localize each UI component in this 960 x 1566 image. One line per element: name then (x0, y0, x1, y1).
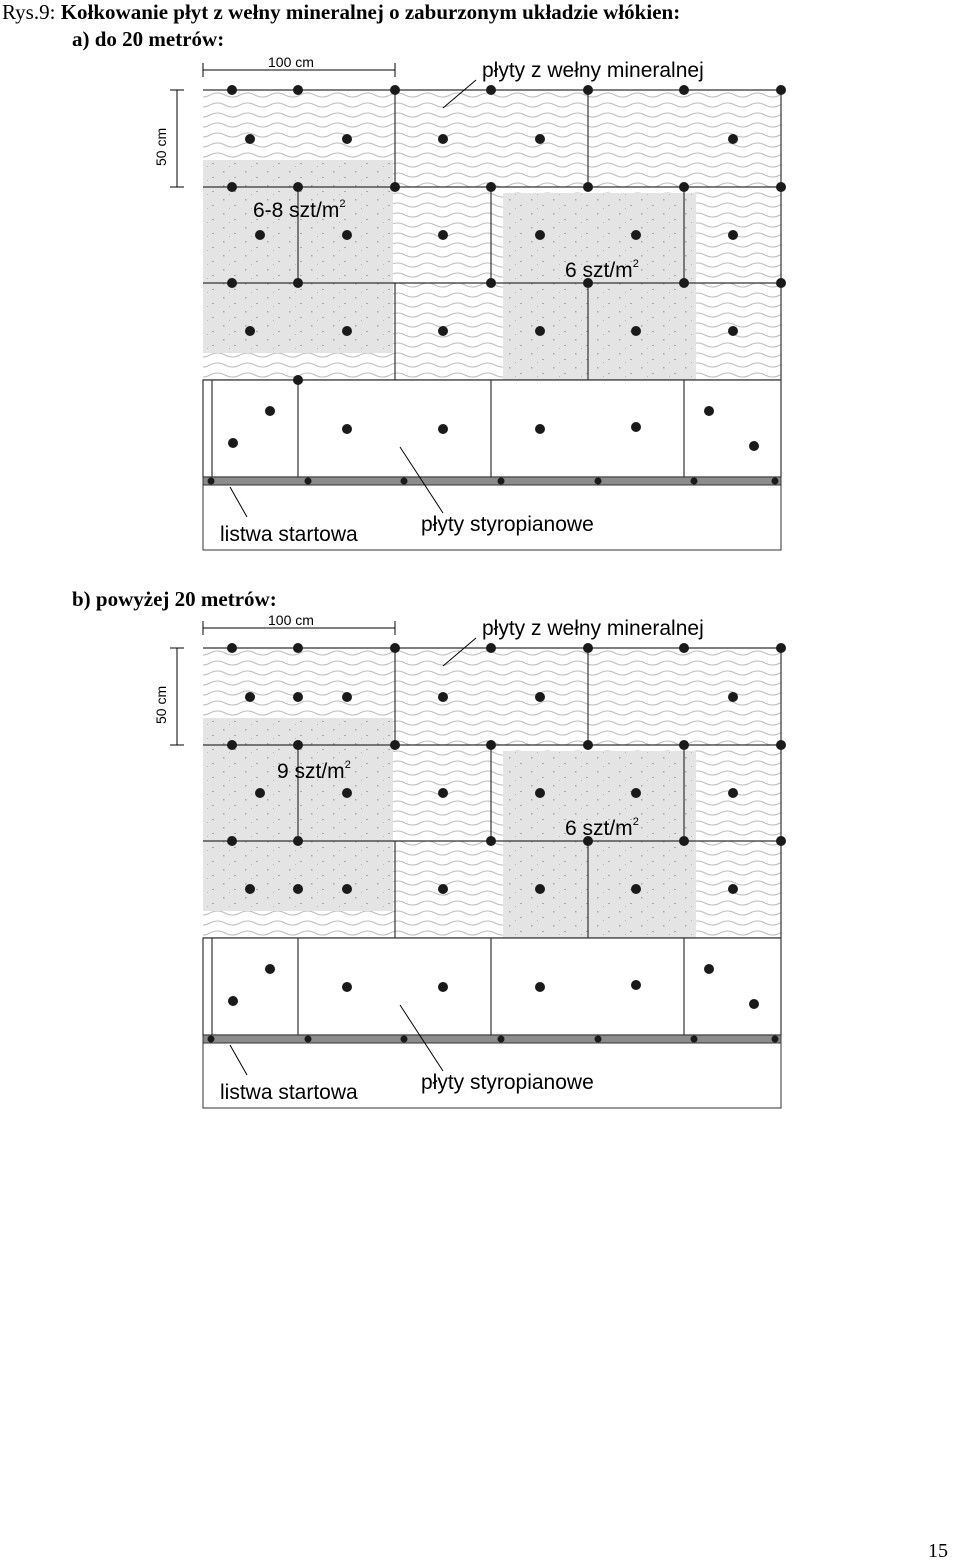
anchoring-zone-right (503, 751, 696, 946)
zone-left-label: 9 szt/$m^2$ (277, 759, 351, 783)
zone-right-label: 6 szt/$m^2$ (565, 258, 639, 282)
subtitle-a: a) do 20 metrów: (72, 27, 225, 51)
height-dimension-label: 50 cm (153, 127, 169, 166)
eps-boards (203, 380, 781, 477)
eps-boards-label: płyty styropianowe (421, 1071, 594, 1094)
starter-rail-label: listwa startowa (220, 523, 358, 546)
eps-boards-label: płyty styropianowe (421, 513, 594, 536)
eps-boards (203, 938, 781, 1035)
page-number: 15 (928, 1540, 948, 1562)
zone-left-label: 6-8 szt/$m^2$ (253, 198, 346, 222)
anchoring-zone-right (503, 193, 696, 388)
anchoring-diagram-a (0, 0, 960, 560)
zone-right-label: 6 szt/$m^2$ (565, 816, 639, 840)
starter-rail-label: listwa startowa (220, 1081, 358, 1104)
width-dimension-label: 100 cm (268, 54, 314, 70)
dimension-height (170, 648, 184, 745)
width-dimension-label: 100 cm (268, 612, 314, 628)
figure-title-text: Kołkowanie płyt z wełny mineralnej o zaburzonym układzie włókien: (60, 0, 681, 24)
height-dimension-label: 50 cm (153, 685, 169, 724)
dimension-height (170, 90, 184, 187)
subtitle-b: b) powyżej 20 metrów: (72, 587, 277, 611)
anchoring-diagram-b (0, 558, 960, 1118)
wool-boards-label: płyty z wełny mineralnej (482, 59, 704, 82)
wool-boards-label: płyty z wełny mineralnej (482, 617, 704, 640)
figure-number: Rys.9: (2, 0, 56, 24)
